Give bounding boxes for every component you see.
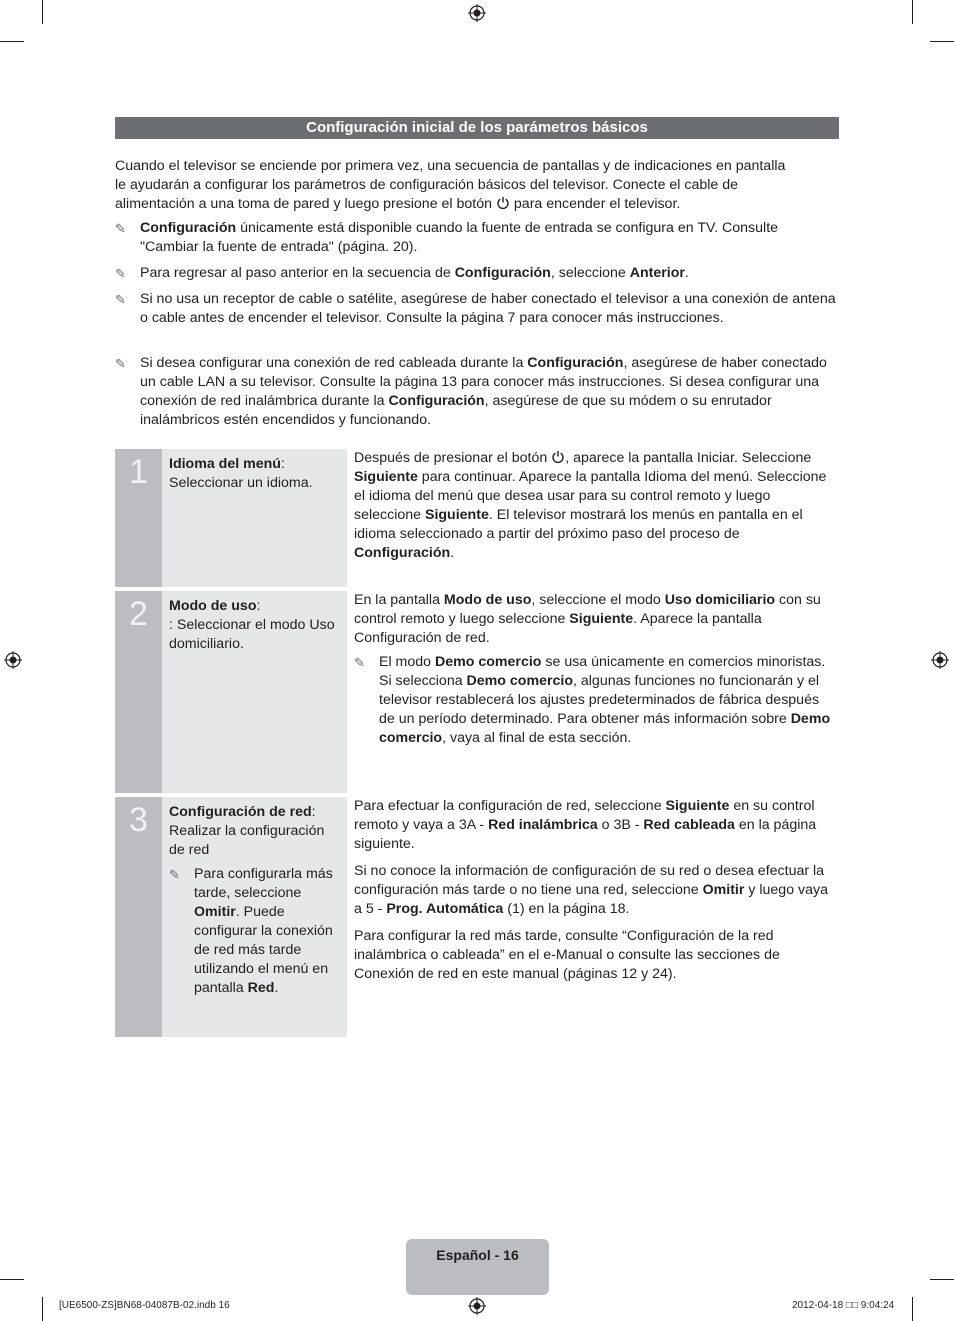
crop-mark (0, 41, 24, 42)
intro-text: para encender el televisor. (513, 196, 681, 212)
crop-mark (930, 41, 954, 42)
step-text: en la página siguiente. (354, 817, 817, 852)
step-text: (1) en la página 18. (503, 901, 630, 917)
step-paragraph (354, 591, 832, 648)
step-text: . (450, 545, 455, 561)
intro-line: le ayudarán a configurar los parámetros de configuración básicos del televisor. Conecte el cable de (115, 177, 739, 193)
step-text: . Aparece la pantalla Configuración de red. (354, 611, 762, 646)
registration-mark-icon (468, 4, 486, 22)
step-text: . El televisor mostrará los menús en pantalla en el idioma seleccionado a partir del próximo paso del proceso de (354, 507, 803, 542)
step-subtitle: Seleccionar un idioma. (169, 475, 313, 491)
step-number: 3 (129, 801, 148, 839)
step-text: o 3B - (597, 817, 644, 833)
note-item (115, 354, 839, 430)
step-text: . (274, 980, 279, 996)
step-description (354, 449, 832, 563)
note-text: , asegúrese de haber conectado un cable LAN a su televisor. Consulte la página 13 para conocer más instrucciones. Si desea configurar una conexión de red inalámbrica durante la (140, 355, 827, 409)
crop-mark (912, 1297, 913, 1321)
step-title (169, 597, 339, 616)
crop-mark (0, 1279, 24, 1280)
step-bold: Demo comercio (379, 711, 831, 746)
step-number-cell (115, 591, 162, 793)
step-bold: Modo de uso (443, 592, 532, 608)
step-text: Para efectuar la configuración de red, seleccione (354, 798, 666, 814)
step-bold: Red (247, 980, 275, 996)
section-title: Configuración inicial de los parámetros básicos (115, 117, 839, 139)
step-title (169, 455, 339, 474)
step-number-cell (115, 797, 162, 1037)
pencil-note-icon: ✎ (169, 867, 180, 882)
step-paragraph (354, 862, 832, 919)
step-bold: Demo comercio (466, 673, 573, 689)
step-title-bold: Idioma del menú (169, 456, 281, 472)
step-text: y luego vaya a 5 - (354, 882, 828, 917)
step-note (354, 653, 832, 748)
step-title-colon: : (256, 598, 261, 614)
step-text: Después de presionar el botón (354, 450, 552, 466)
pencil-note-icon: ✎ (115, 221, 126, 236)
note-item (115, 290, 839, 328)
step-number: 1 (129, 453, 148, 491)
note-text: Para regresar al paso anterior en la secuencia de (140, 265, 455, 281)
step-bold: Siguiente (665, 798, 730, 814)
step-bold: Demo comercio (435, 654, 542, 670)
step-text: , aparece la pantalla Iniciar. Seleccione (565, 450, 812, 466)
step-number: 2 (129, 595, 148, 633)
step-bold: Siguiente (354, 469, 418, 485)
step-label-cell (162, 797, 347, 1037)
step-bold: Omitir (194, 904, 236, 920)
step-title-colon: : (311, 804, 316, 820)
note-text: Si desea configurar una conexión de red cableada durante la (140, 355, 528, 371)
step-title-colon: : (280, 456, 285, 472)
step-paragraph: Para configurar la red más tarde, consulte “Configuración de la red inalámbrica o cableada” en el e-Manual o consulte las secciones de Conexión de red en este manual (páginas 12 y 24). (354, 928, 780, 982)
step-text: Si no conoce la información de configuración de su red o desea efectuar la configuración más tarde o no tiene una red, seleccione (354, 863, 825, 898)
step-bold: Red cableada (643, 817, 735, 833)
registration-mark-icon (468, 1297, 486, 1315)
note-item (115, 219, 839, 257)
step-text: Para configurarla más tarde, seleccione (194, 866, 333, 901)
intro-line: Cuando el televisor se enciende por primera vez, una secuencia de pantallas y de indicaciones en pantalla (115, 158, 786, 174)
step-bold: Configuración (354, 545, 451, 561)
page-number-tab: Español - 16 (406, 1239, 549, 1295)
note-text: . (684, 265, 689, 281)
step-title-bold: Modo de uso (169, 598, 257, 614)
note-item (115, 264, 839, 283)
pencil-note-icon: ✎ (115, 292, 126, 307)
note-text: , seleccione (550, 265, 630, 281)
step-text: se usa únicamente en comercios minoristas. Si selecciona (379, 654, 826, 689)
note-bold: Configuración (140, 220, 237, 236)
note-text: Si no usa un receptor de cable o satélite, asegúrese de haber conectado el televisor a una conexión de antena o cable antes de encender el televisor. Consulte la página 7 para conocer más instrucciones. (140, 291, 836, 326)
step-text: . Puede configurar la conexión de red más tarde utilizando el menú en pantalla (194, 904, 333, 996)
pencil-note-icon: ✎ (115, 356, 126, 371)
crop-mark (42, 0, 43, 24)
step-subtitle: : Seleccionar el modo Uso domiciliario. (169, 617, 335, 652)
step-description (354, 591, 832, 748)
note-bold: Configuración (454, 265, 551, 281)
step-note (169, 865, 339, 998)
step-number-cell (115, 449, 162, 587)
note-bold: Configuración (527, 355, 624, 371)
intro-text: alimentación a una toma de pared y luego presione el botón (115, 196, 493, 212)
print-timestamp: 2012-04-18 □□ 9:04:24 (792, 1300, 895, 1311)
note-bold: Anterior (629, 265, 685, 281)
crop-mark (42, 1297, 43, 1321)
step-title-bold: Configuración de red (169, 804, 312, 820)
step-paragraph (354, 797, 832, 854)
step-text: En la pantalla (354, 592, 444, 608)
crop-mark (930, 1279, 954, 1280)
step-bold: Uso domiciliario (664, 592, 776, 608)
step-text: para continuar. Aparece la pantalla Idioma del menú. Seleccione el idioma del menú que desea usar para su control remoto y luego seleccione (354, 469, 827, 523)
intro-paragraph (115, 157, 839, 214)
step-text: El modo (379, 654, 435, 670)
step-title (169, 803, 339, 822)
step-text: , algunas funciones no funcionarán y el televisor restablecerá los ajustes predeterminados de fábrica después de un período determinado. Para obtener más información sobre (379, 673, 820, 727)
note-text: , asegúrese de que su módem o su enrutador inalámbricos estén encendidos y funcionando. (140, 393, 772, 428)
step-label-cell (162, 591, 347, 793)
power-icon (551, 450, 565, 464)
intro-line (115, 195, 839, 214)
step-bold: Siguiente (569, 611, 634, 627)
registration-mark-icon (931, 651, 949, 669)
file-info: [UE6500-ZS]BN68-04087B-02.indb 16 (59, 1300, 230, 1311)
registration-mark-icon (4, 651, 22, 669)
step-text: , seleccione el modo (531, 592, 665, 608)
pencil-note-icon: ✎ (354, 655, 365, 670)
power-icon (496, 196, 510, 210)
step-bold: Siguiente (424, 507, 489, 523)
step-subtitle: Realizar la configuración de red (169, 823, 325, 858)
note-bold: Configuración (388, 393, 485, 409)
step-bold: Red inalámbrica (488, 817, 598, 833)
crop-mark (912, 0, 913, 24)
step-text: en su control remoto y vaya a 3A - (354, 798, 815, 833)
pencil-note-icon: ✎ (115, 266, 126, 281)
step-bold: Prog. Automática (386, 901, 504, 917)
step-text: con su control remoto y luego seleccione (354, 592, 821, 627)
note-text: únicamente está disponible cuando la fuente de entrada se configura en TV. Consulte "Cambiar la fuente de entrada" (página. 20). (140, 220, 779, 255)
step-description (354, 797, 832, 984)
step-label-cell (162, 449, 347, 587)
step-bold: Omitir (702, 882, 745, 898)
step-text: , vaya al final de esta sección. (442, 730, 632, 746)
